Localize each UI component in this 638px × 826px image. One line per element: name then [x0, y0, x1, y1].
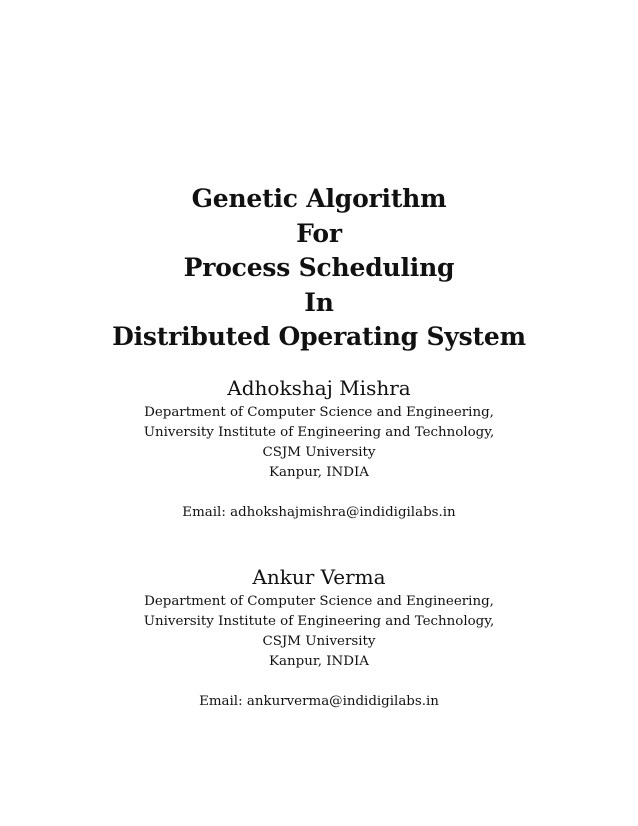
author-name: Ankur Verma	[252, 565, 386, 589]
affiliation-institute: University Institute of Engineering and Technology,	[143, 614, 495, 629]
affiliation-department: Department of Computer Science and Engineering,	[144, 405, 494, 420]
affiliation-location: Kanpur, INDIA	[269, 465, 369, 480]
document-title	[0, 182, 638, 355]
title-line-5: Distributed Operating System	[112, 322, 526, 351]
email-label: Email:	[182, 505, 231, 520]
author-block-2	[0, 562, 638, 712]
author-email	[0, 503, 638, 523]
author-block-1	[0, 373, 638, 523]
affiliation-institute: University Institute of Engineering and Technology,	[143, 425, 495, 440]
author-name: Adhokshaj Mishra	[227, 376, 411, 400]
email-address: ankurverma@indidigilabs.in	[246, 694, 439, 709]
title-line-1: Genetic Algorithm	[191, 184, 447, 213]
affiliation-location: Kanpur, INDIA	[269, 654, 369, 669]
author-email	[0, 692, 638, 712]
affiliation-university: CSJM University	[262, 634, 376, 649]
affiliation-university: CSJM University	[262, 445, 376, 460]
title-line-4: In	[304, 287, 334, 317]
email-label: Email:	[199, 694, 247, 709]
title-line-2: For	[296, 218, 342, 248]
email-address: adhokshajmishra@indidigilabs.in	[230, 505, 456, 520]
title-line-3: Process Scheduling	[183, 253, 455, 282]
affiliation-department: Department of Computer Science and Engineering,	[144, 594, 494, 609]
